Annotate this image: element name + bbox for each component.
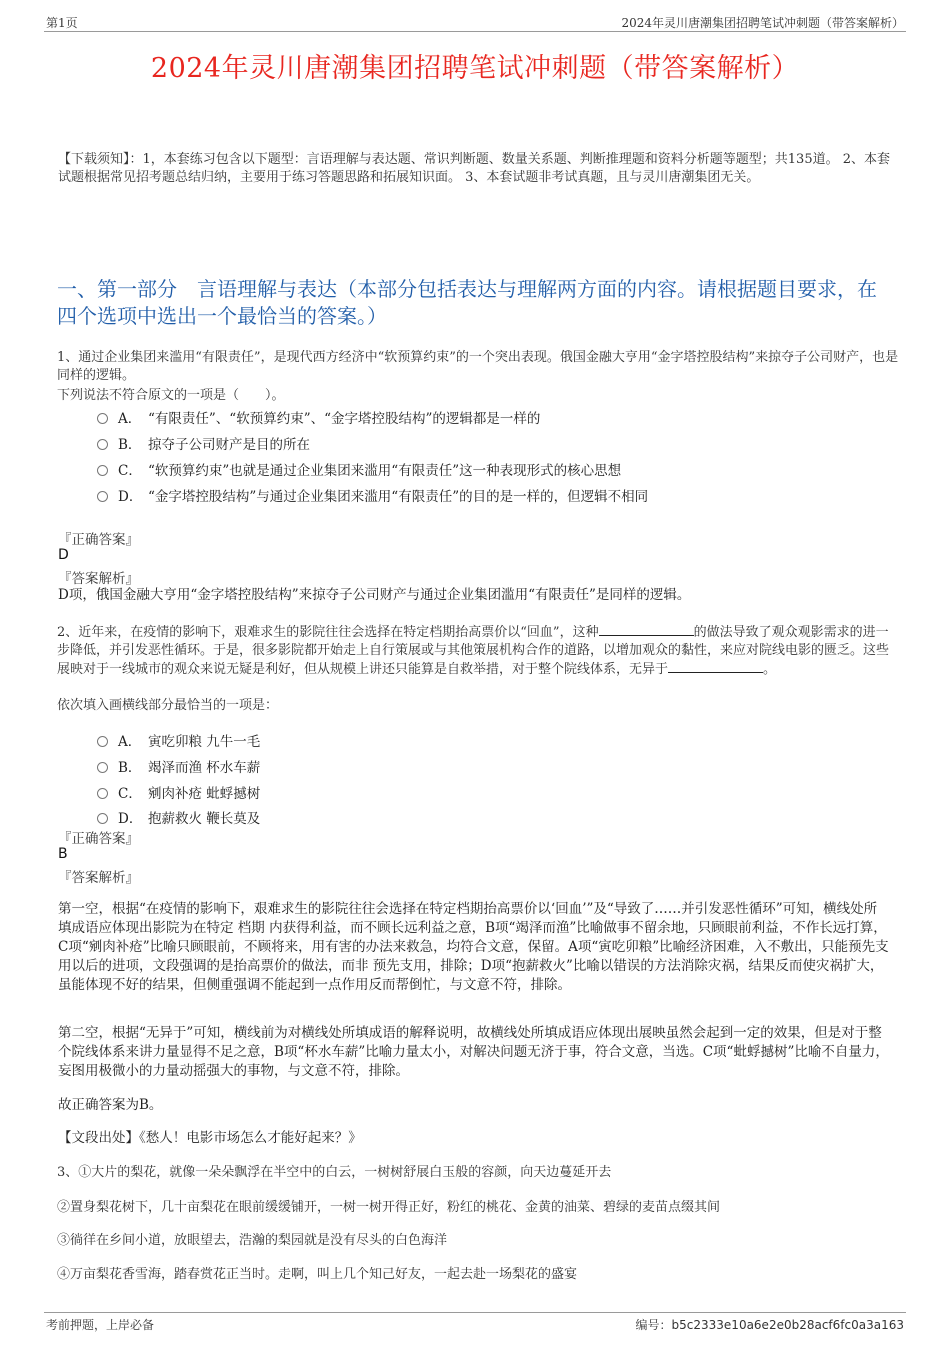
- q2-option-d[interactable]: D． 抱薪救火 鞭长莫及: [97, 810, 260, 828]
- q1-prompt: 下列说法不符合原文的一项是（ ）。: [57, 388, 285, 403]
- radio-icon[interactable]: [97, 491, 108, 502]
- radio-icon[interactable]: [97, 813, 108, 824]
- q2-source: 【文段出处】《愁人！电影市场怎么才能好起来？》: [58, 1130, 362, 1146]
- radio-icon[interactable]: [97, 762, 108, 773]
- q1-option-a[interactable]: A． “有限责任”、“软预算约束”、“金字塔控股结构”的逻辑都是一样的: [97, 410, 540, 428]
- page-title: 2024年灵川唐潮集团招聘笔试冲刺题（带答案解析）: [150, 53, 800, 84]
- q2-answer: B: [58, 846, 68, 862]
- q2-option-b[interactable]: B． 竭泽而渔 杯水车薪: [97, 759, 260, 777]
- radio-icon[interactable]: [97, 439, 108, 450]
- footer-doc-code: 编号：b5c2333e10a6e2e0b28acf6fc0a3a163: [635, 1318, 904, 1332]
- section-heading: 一、第一部分 言语理解与表达（本部分包括表达与理解两方面的内容。请根据题目要求，在四个选项中选出一个最恰当的答案。）: [57, 277, 877, 328]
- footer-divider: [44, 1312, 906, 1313]
- q1-option-b[interactable]: B． 掠夺子公司财产是目的所在: [97, 436, 310, 454]
- footer-slogan: 考前押题，上岸必备: [46, 1318, 155, 1332]
- q1-stem: 1、通过企业集团来滥用“有限责任”，是现代西方经济中“软预算约束”的一个突出表现。俄国金融大亨用“金字塔控股结构”来掠夺子公司财产，也是同样的逻辑。: [57, 350, 899, 383]
- header-doc-title: 2024年灵川唐潮集团招聘笔试冲刺题（带答案解析）: [621, 16, 904, 30]
- q2-stem: 2、近年来，在疫情的影响下，艰难求生的影院往往会选择在特定档期抬高票价以“回血”，这种 的做法导致了观众观影需求的进一步降低，并引发恶性循环。于是，很多影院都开始走上自行策展或与其他策展机构合作的道路，以增加观众的黏性，来应对院线电影的匮乏。这些展映对于一线城市的观众来说无疑是利好，但从规模上讲还只能算是自救举措，对于整个院线体系，无异于 。: [57, 625, 890, 677]
- q3-line-2: ②置身梨花树下，几十亩梨花在眼前缓缓铺开，一树一树开得正好，粉红的桃花、金黄的油菜、碧绿的麦苗点缀其间: [57, 1200, 721, 1215]
- q1-option-d[interactable]: D． “金字塔控股结构”与通过企业集团来滥用“有限责任”的目的是一样的，但逻辑不相同: [97, 488, 648, 506]
- radio-icon[interactable]: [97, 788, 108, 799]
- q2-conclusion: 故正确答案为B。: [58, 1097, 163, 1113]
- q3-line-3: ③徜徉在乡间小道，放眼望去，浩瀚的梨园就是没有尽头的白色海洋: [57, 1233, 448, 1248]
- fill-blank-1: [599, 623, 694, 636]
- radio-icon[interactable]: [97, 465, 108, 476]
- q2-analysis-paragraph-1: 第一空，根据“在疫情的影响下，艰难求生的影院往往会选择在特定档期抬高票价以‘回血’”及“导致了……并引发恶性循环”可知，横线处所填成语应体现出影院为在特定 档期 内获得利益，而不顾长远利益之意，B项“竭泽而渔”比喻做事不留余地，只顾眼前利益，不作长远打算，C项“剜肉补疮”比喻只顾眼前，不顾将来，用有害的办法来救急，均符合文意，保留。A项“寅吃卯粮”比喻经济困难，入不敷出，只能预先支用以后的进项，文段强调的是抬高票价的做法，而非 预先支用，排除；D项“抱薪救火”比喻以错误的方法消除灾祸，结果反而使灾祸扩大，虽能体现不好的结果，但侧重强调不能起到一点作用反而帮倒忙，与文意不符，排除。: [58, 901, 889, 993]
- q1-analysis: D项，俄国金融大亨用“金字塔控股结构”来掠夺子公司财产与通过企业集团滥用“有限责任”是同样的逻辑。: [58, 587, 691, 603]
- q2-answer-label: 『正确答案』: [58, 831, 139, 847]
- header-divider: [44, 31, 906, 32]
- page-number: 第1页: [46, 16, 78, 30]
- q1-answer-label: 『正确答案』: [58, 532, 139, 548]
- q1-analysis-label: 『答案解析』: [58, 571, 139, 587]
- q2-option-a[interactable]: A． 寅吃卯粮 九牛一毛: [97, 733, 260, 751]
- q2-analysis-paragraph-2: 第二空，根据“无异于”可知，横线前为对横线处所填成语的解释说明，故横线处所填成语应体现出展映虽然会起到一定的效果，但是对于整个院线体系来讲力量显得不足之意，B项“杯水车薪”比喻力量太小，对解决问题无济于事，符合文意，当选。C项“蚍蜉撼树”比喻不自量力，妄图用极微小的力量动摇强大的事物，与文意不符，排除。: [58, 1025, 889, 1079]
- q3-line-4: ④万亩梨花香雪海，踏春赏花正当时。走啊，叫上几个知己好友，一起去赴一场梨花的盛宴: [57, 1267, 578, 1282]
- q2-option-c[interactable]: C． 剜肉补疮 蚍蜉撼树: [97, 785, 260, 803]
- radio-icon[interactable]: [97, 736, 108, 747]
- fill-blank-2: [668, 660, 763, 673]
- radio-icon[interactable]: [97, 413, 108, 424]
- q1-answer: D: [58, 547, 69, 563]
- q3-line-1: 3、①大片的梨花，就像一朵朵飘浮在半空中的白云，一树树舒展白玉般的容颜，向天边蔓延开去: [57, 1165, 612, 1180]
- q2-prompt: 依次填入画横线部分最恰当的一项是：: [57, 698, 279, 713]
- q2-analysis-label: 『答案解析』: [58, 870, 139, 886]
- q1-option-c[interactable]: C． “软预算约束”也就是通过企业集团来滥用“有限责任”这一种表现形式的核心思想: [97, 462, 621, 480]
- download-notice: 【下载须知】：1，本套练习包含以下题型：言语理解与表达题、常识判断题、数量关系题、判断推理题和资料分析题等题型；共135道。 2、本套试题根据常见招考题总结归纳，主要用于练习答题思路和拓展知识面。 3、本套试题非考试真题，且与灵川唐潮集团无关。: [58, 152, 890, 185]
